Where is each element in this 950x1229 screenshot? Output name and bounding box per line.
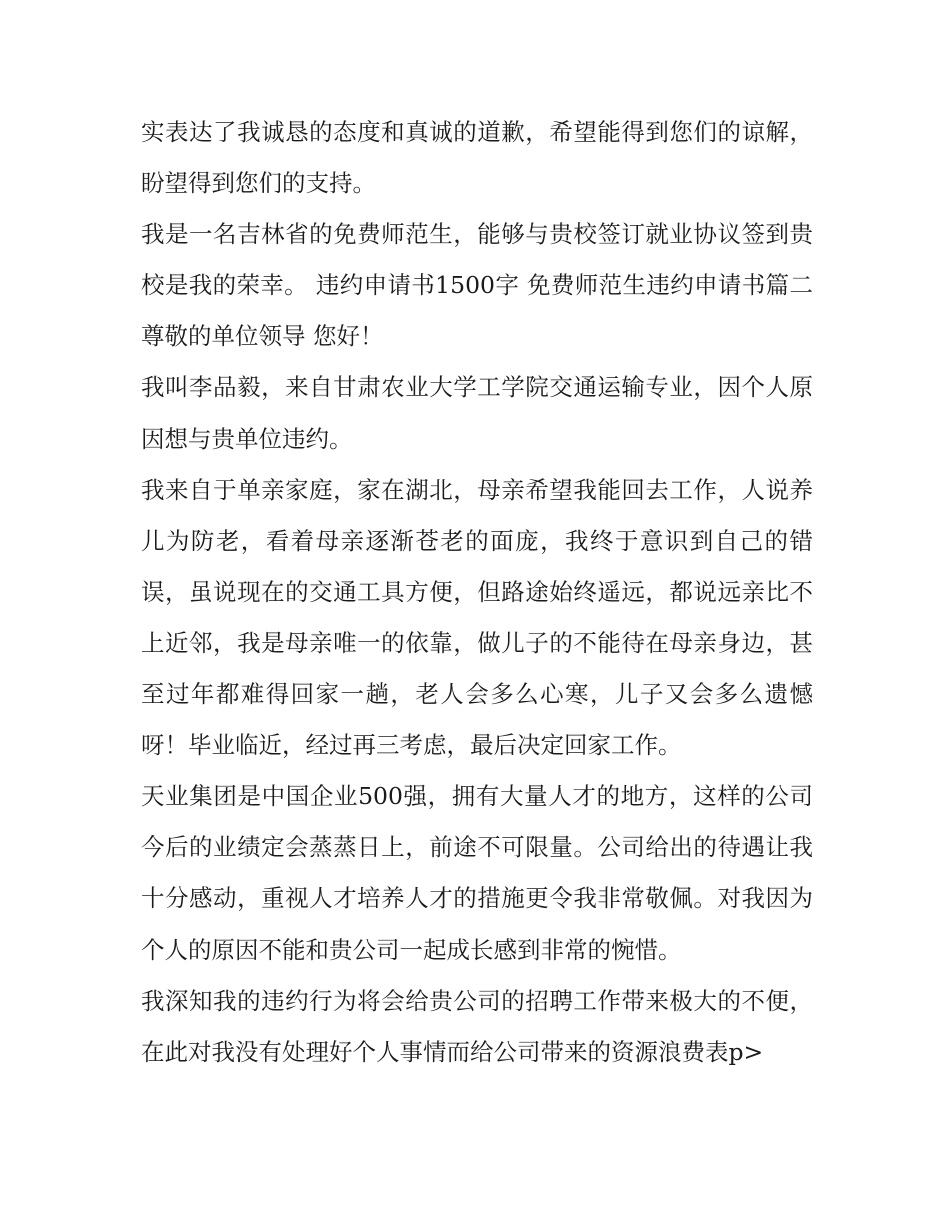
paragraph-apology-continued: 实表达了我诚恳的态度和真诚的道歉，希望能得到您们的谅解，盼望得到您们的支持。 [141, 118, 813, 198]
paragraph-regret: 我深知我的违约行为将会给贵公司的招聘工作带来极大的不便，在此对我没有处理好个人事情而给公司带来的资源浪费表p> [141, 986, 813, 1066]
paragraph-self-introduction: 我叫李品毅，来自甘肃农业大学工学院交通运输专业，因个人原因想与贵单位违约。 [141, 373, 813, 453]
paragraph-family-reason: 我来自于单亲家庭，家在湖北，母亲希望我能回去工作，人说养儿为防老，看着母亲逐渐苍老的面庞，我终于意识到自己的错误，虽说现在的交通工具方便，但路途始终遥远，都说远亲比不上近邻，我是母亲唯一的依靠，做儿子的不能待在母亲身边，甚至过年都难得回家一趟，老人会多么心寒，儿子又会多么遗憾呀！毕业临近，经过再三考虑，最后决定回家工作。 [141, 475, 813, 760]
paragraph-company-praise: 天业集团是中国企业500强，拥有大量人才的地方，这样的公司今后的业绩定会蒸蒸日上，前途不可限量。公司给出的待遇让我十分感动，重视人才培养人才的措施更令我非常敬佩。对我因为个人的原因不能和贵公司一起成长感到非常的惋惜。 [141, 782, 813, 964]
paragraph-introduction: 我是一名吉林省的免费师范生，能够与贵校签订就业协议签到贵校是我的荣幸。 违约申请书1500字 免费师范生违约申请书篇二 尊敬的单位领导 您好！ [141, 220, 813, 351]
document-body [141, 107, 813, 1078]
